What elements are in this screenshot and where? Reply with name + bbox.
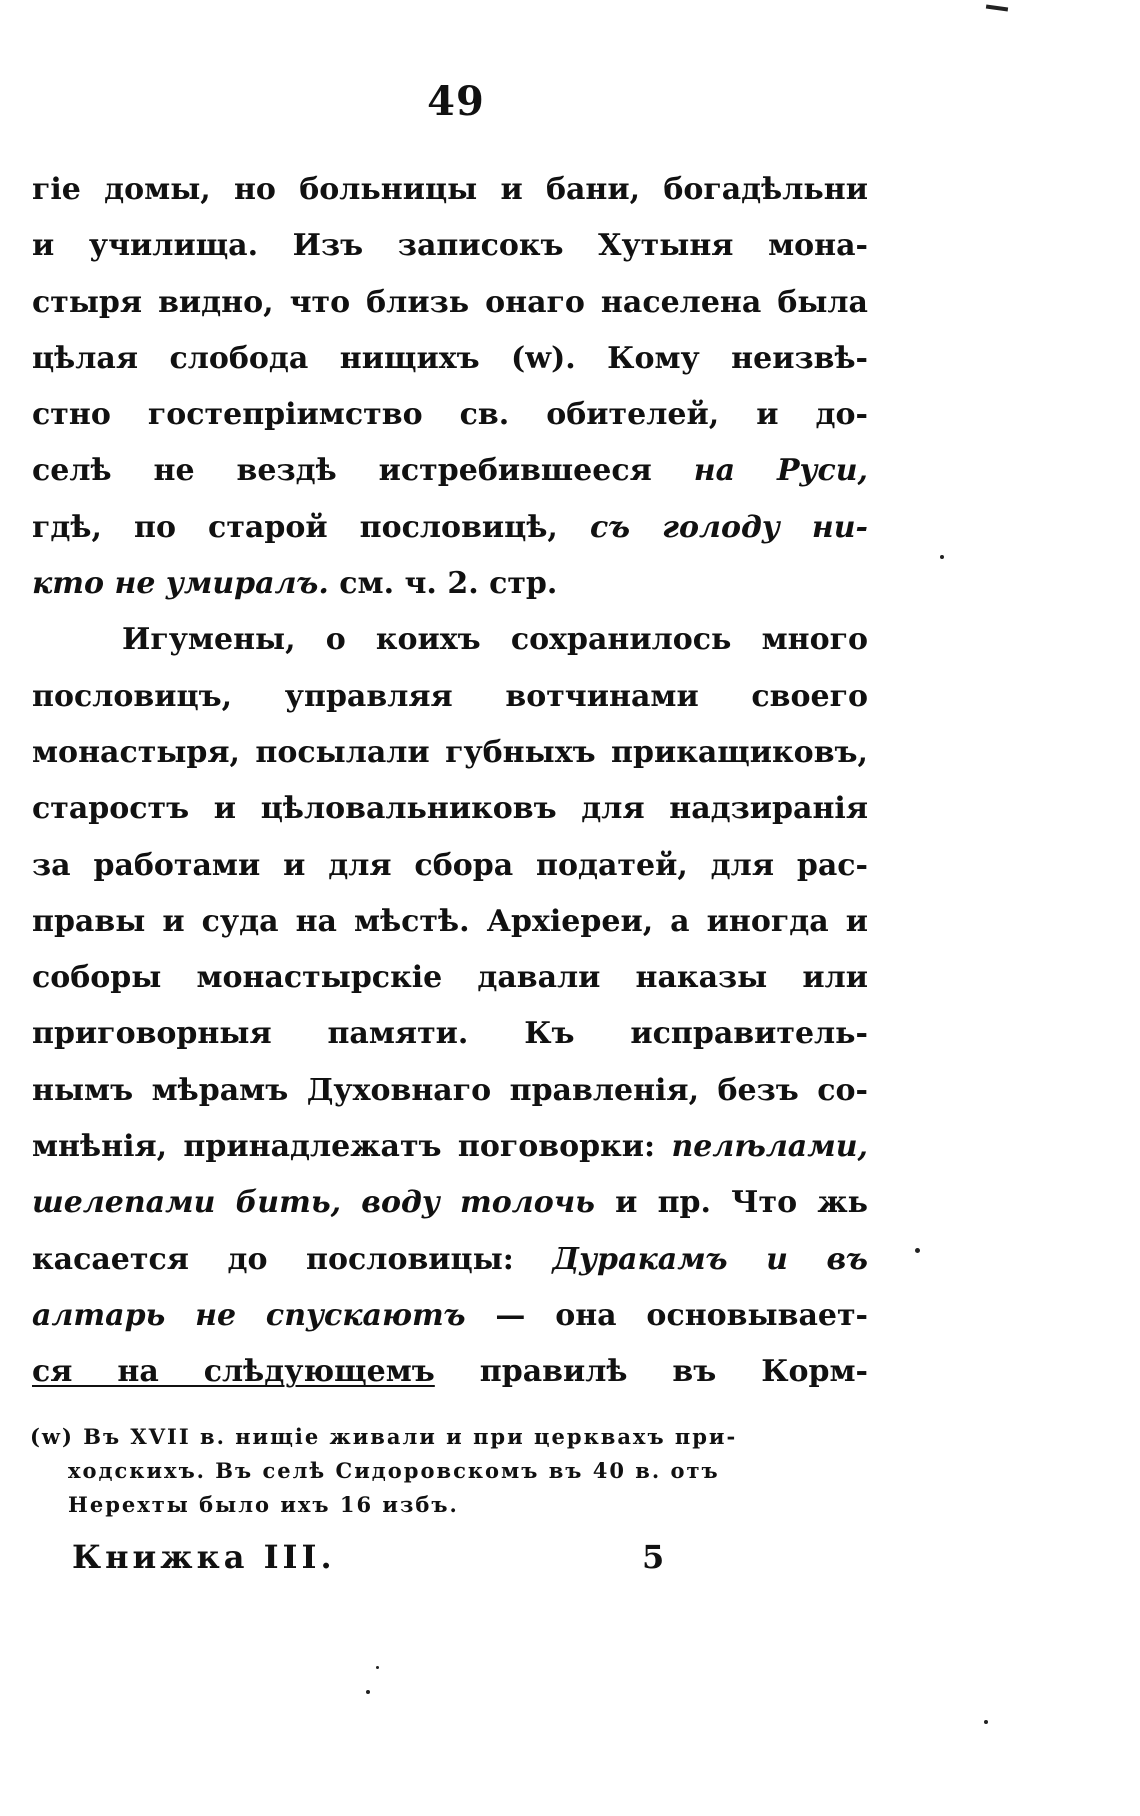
text-line bbox=[32, 1063, 868, 1119]
text-segment: цѣлая слобода нищихъ (w). Кому неизвѣ- bbox=[32, 340, 868, 376]
text-line bbox=[32, 218, 868, 274]
italic-segment: алтарь не спускаютъ bbox=[32, 1297, 466, 1333]
text-segment: пословицъ, управляя вотчинами своего bbox=[32, 678, 868, 714]
text-segment: и пр. Что жь bbox=[594, 1185, 868, 1221]
text-segment: стно гостепріимство св. обителей, и до- bbox=[32, 397, 868, 433]
printer-signature bbox=[72, 1538, 672, 1584]
text-segment: старостъ и цѣловальниковъ для надзиранія bbox=[32, 791, 868, 827]
print-speck bbox=[940, 555, 944, 559]
text-line bbox=[32, 612, 868, 668]
footnote-block bbox=[30, 1420, 870, 1522]
text-line bbox=[32, 669, 868, 725]
text-segment: касается до пословицы: bbox=[32, 1241, 553, 1277]
text-line bbox=[32, 1119, 868, 1175]
text-segment: селѣ не вездѣ истребившееся bbox=[32, 453, 694, 489]
body-text bbox=[32, 162, 868, 1401]
text-line bbox=[32, 838, 868, 894]
text-line bbox=[32, 275, 868, 331]
text-segment: за работами и для сбора податей, для рас- bbox=[32, 847, 868, 883]
italic-segment: съ голоду ни- bbox=[589, 509, 868, 545]
text-line bbox=[32, 1344, 868, 1400]
italic-segment: Дуракамъ и въ bbox=[552, 1241, 868, 1277]
italic-segment: на Руси, bbox=[693, 453, 868, 489]
italic-segment: шелепами бить, воду толочь bbox=[32, 1185, 595, 1221]
text-segment: монастыря, посылали губныхъ прикащиковъ, bbox=[32, 734, 868, 770]
text-segment: нымъ мѣрамъ Духовнаго правленія, безъ со- bbox=[32, 1072, 868, 1108]
text-line bbox=[32, 443, 868, 499]
text-segment: см. ч. 2. стр. bbox=[328, 566, 558, 602]
footnote-line: ходскихъ. Въ селѣ Сидоровскомъ въ 40 в. отъ bbox=[68, 1458, 720, 1483]
text-line bbox=[32, 1288, 868, 1344]
signature-title: Книжка III. bbox=[72, 1538, 336, 1576]
text-segment: — она основывает- bbox=[465, 1297, 868, 1333]
print-speck bbox=[366, 1690, 370, 1694]
text-segment: правилѣ въ Корм- bbox=[434, 1354, 868, 1390]
text-line bbox=[32, 331, 868, 387]
text-line bbox=[32, 781, 868, 837]
text-segment: мнѣнія, принадлежатъ поговорки: bbox=[32, 1129, 672, 1165]
text-segment: Игумены, о коихъ сохранилось много bbox=[122, 622, 868, 658]
italic-segment: кто не умиралъ. bbox=[32, 566, 329, 602]
text-line bbox=[32, 950, 868, 1006]
text-line bbox=[32, 162, 868, 218]
print-speck bbox=[915, 1248, 920, 1253]
text-segment: ся на слѣдующемъ bbox=[32, 1354, 435, 1390]
text-segment: и училища. Изъ записокъ Хутыня мона- bbox=[32, 228, 868, 264]
text-line bbox=[32, 387, 868, 443]
text-segment: гдѣ, по старой пословицѣ, bbox=[32, 509, 590, 545]
italic-segment: пелѣлами, bbox=[671, 1129, 868, 1165]
text-segment: соборы монастырскіе давали наказы или bbox=[32, 960, 868, 996]
text-line bbox=[32, 725, 868, 781]
text-line bbox=[32, 1232, 868, 1288]
footnote-line: (w) Въ XVII в. нищіе живали и при церквахъ при- bbox=[30, 1424, 738, 1449]
footnote-line: Нерехты было ихъ 16 избъ. bbox=[68, 1492, 459, 1517]
signature-number: 5 bbox=[642, 1538, 665, 1576]
text-segment: приговорныя памяти. Къ исправитель- bbox=[32, 1016, 868, 1052]
text-line bbox=[32, 556, 868, 612]
print-speck bbox=[984, 1720, 988, 1724]
text-line bbox=[32, 894, 868, 950]
page-number: 49 bbox=[427, 78, 485, 125]
text-segment: гіе домы, но больницы и бани, богадѣльни bbox=[32, 172, 868, 207]
print-speck bbox=[376, 1666, 379, 1669]
corner-mark bbox=[986, 4, 1008, 11]
text-segment: правы и суда на мѣстѣ. Архіереи, а иногда и bbox=[32, 903, 868, 939]
text-line bbox=[32, 1006, 868, 1062]
text-line bbox=[32, 500, 868, 556]
text-line bbox=[32, 1175, 868, 1231]
text-segment: стыря видно, что близь онаго населена была bbox=[32, 284, 868, 320]
